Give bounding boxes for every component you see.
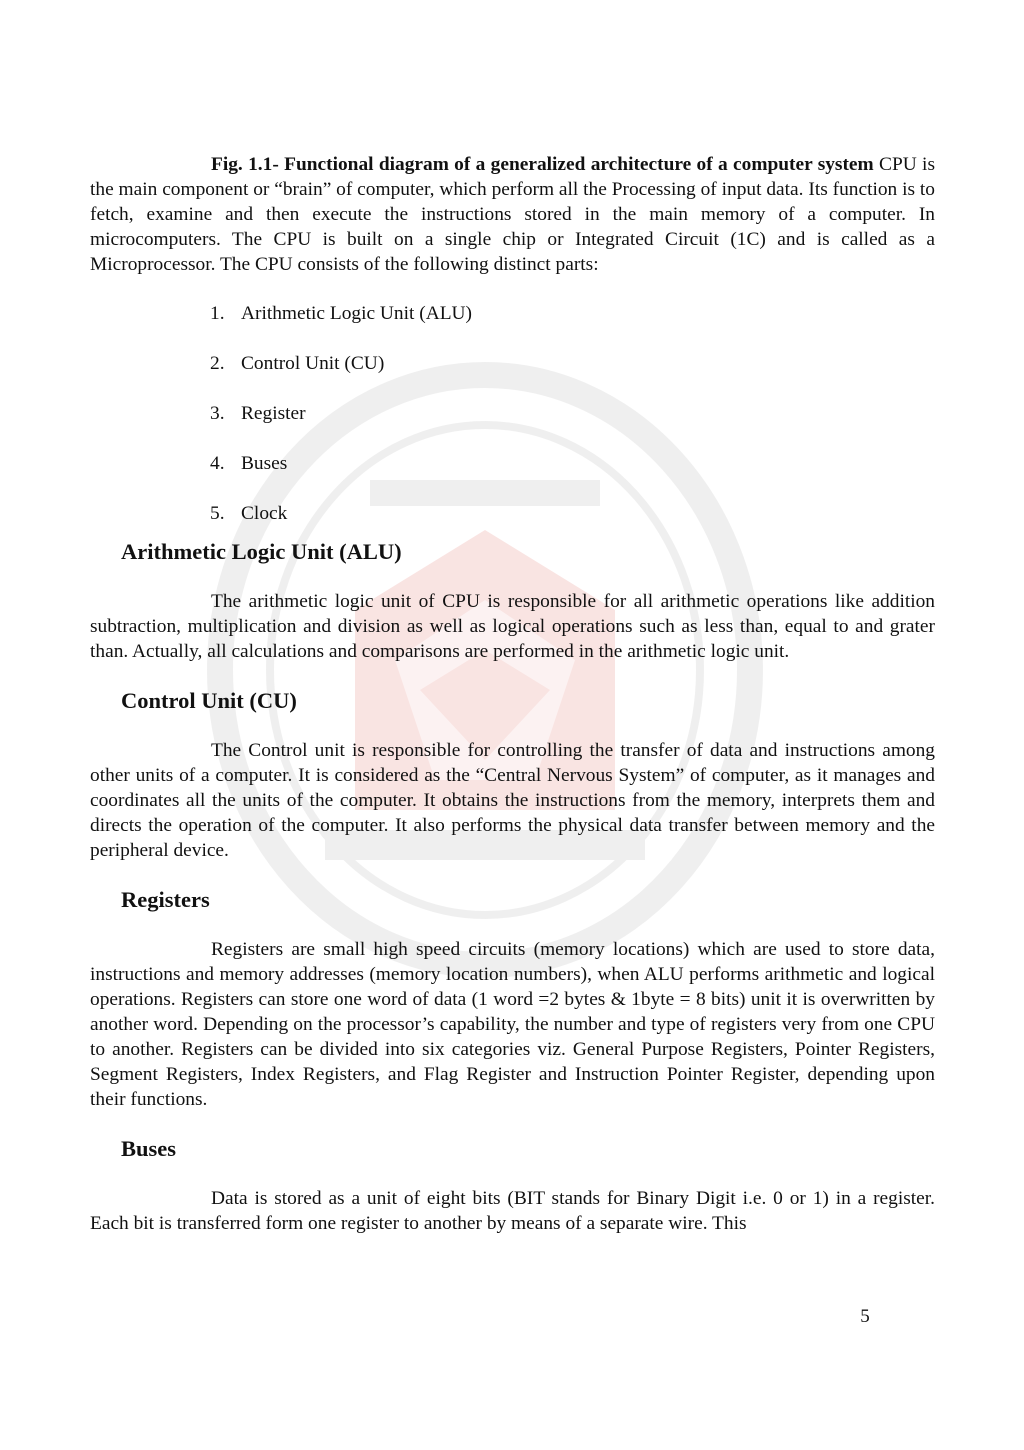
cu-heading: Control Unit (CU) [121,688,297,713]
intro-text: CPU is the main component or “brain” of computer, which perform all the Processing of input data. Its function is to fetch, examine and then execute the instructions stored in the main memory of a computer. In microcomputers. The CPU is built on a single chip or Integrated Circuit (1C) and is called as a Microprocessor. The CPU consists of the following distinct parts: [90,154,935,275]
list-number: 3. [210,403,225,424]
list-number: 2. [210,353,225,374]
list-item-label: Clock [241,503,288,524]
list-item-label: Register [241,403,306,424]
list-number: 4. [210,453,225,474]
list-number: 1. [210,303,225,324]
page-number: 5 [860,1306,870,1327]
list-item [90,451,935,476]
registers-heading: Registers [121,887,210,912]
registers-paragraph: Registers are small high speed circuits (memory locations) which are used to store data, instructions and memory addresses (memory location numbers), when ALU performs arithmetic and logical operations. Registers can store one word of data (1 word =2 bytes & 1byte = 8 bits) unit it is overwritten by another word. Depending on the processor’s capability, the number and type of registers very from one CPU to another. Registers can be divided into six categories viz. General Purpose Registers, Pointer Registers, Segment Registers, Index Registers, and Flag Register and Instruction Pointer Register, depending upon their functions. [90,939,935,1110]
buses-paragraph: Data is stored as a unit of eight bits (BIT stands for Binary Digit i.e. 0 or 1) in a register. Each bit is transferred form one register to another by means of a separate wire. This [90,1188,935,1234]
figure-caption: Fig. 1.1- Functional diagram of a generalized architecture of a computer system [211,154,874,175]
list-item [90,401,935,426]
list-item-label: Buses [241,453,288,474]
list-item [90,501,935,526]
list-item [90,301,935,326]
alu-heading: Arithmetic Logic Unit (ALU) [121,539,402,564]
alu-paragraph: The arithmetic logic unit of CPU is responsible for all arithmetic operations like addition subtraction, multiplication and division as well as logical operations such as less than, equal to and grater than. Actually, all calculations and comparisons are performed in the arithmetic logic unit. [90,591,935,662]
list-item [90,351,935,376]
cu-paragraph: The Control unit is responsible for controlling the transfer of data and instructions among other units of a computer. It is considered as the “Central Nervous System” of computer, as it manages and coordinates all the units of the computer. It obtains the instructions from the memory, interprets them and directs the operation of the computer. It also performs the physical data transfer between memory and the peripheral device. [90,740,935,861]
list-item-label: Control Unit (CU) [241,353,385,374]
buses-heading: Buses [121,1136,177,1161]
list-item-label: Arithmetic Logic Unit (ALU) [241,303,473,324]
document-page [90,152,935,1236]
intro-paragraph [90,152,935,277]
list-number: 5. [210,503,225,524]
cpu-parts-list [90,301,935,526]
